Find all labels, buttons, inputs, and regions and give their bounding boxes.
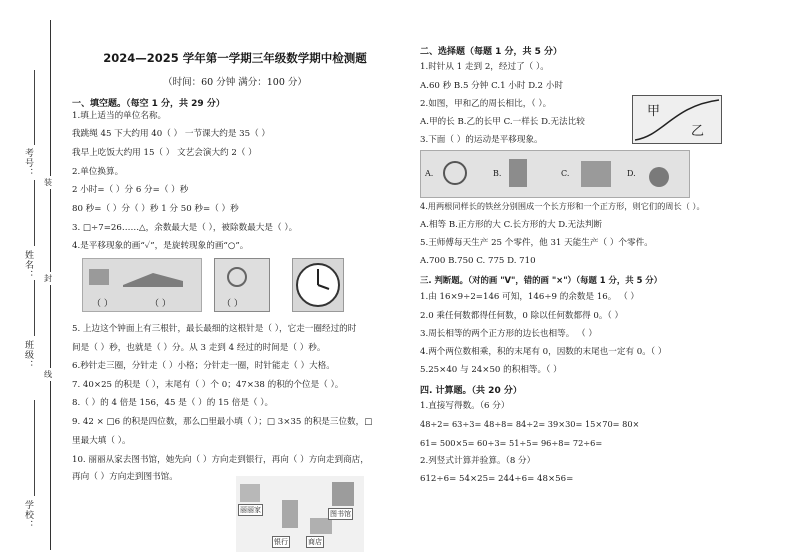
q5-line-a: 5. 上边这个钟面上有三根针，最长最细的这根针是（ ），它走一圈经过的时 bbox=[72, 324, 357, 334]
seesaw-icon bbox=[89, 269, 109, 285]
route-map bbox=[236, 476, 364, 552]
mc3-photo-strip bbox=[420, 150, 690, 198]
exam-number-label: 考号： bbox=[23, 148, 33, 178]
q6-text: 6.秒针走三圈，分针走（ ）小格；分针走一圈，时针能走（ ）大格。 bbox=[72, 361, 335, 371]
wheel-icon bbox=[228, 268, 246, 286]
mc5-options: A.700 B.750 C. 775 D. 710 bbox=[420, 256, 536, 266]
q3-text: 3. □÷7=26……△，余数最大是（ ），被除数最大是（ ）。 bbox=[72, 223, 298, 233]
q2-text: 2.单位换算。 bbox=[72, 167, 124, 177]
calc-1-text: 1.直接写得数。（6 分） bbox=[420, 401, 510, 411]
judge-4: 4.两个两位数相乘，积的末尾有 0，因数的末尾也一定有 0。（ ） bbox=[420, 347, 667, 357]
judge-5: 5.25×40 与 24×50 的积相等。（ ） bbox=[420, 365, 562, 375]
section4-heading: 四. 计算题。（共 20 分） bbox=[420, 386, 522, 396]
school-label: 学校： bbox=[23, 500, 33, 530]
calc-2-text: 2.列竖式计算并验算。（8 分） bbox=[420, 456, 536, 466]
clock-photo-art bbox=[293, 259, 343, 311]
label-yi: 乙 bbox=[691, 124, 705, 139]
mc3-photo-art bbox=[421, 151, 689, 197]
section2-heading: 二、选择题（每题 1 分，共 5 分） bbox=[420, 47, 563, 57]
mc1-text: 1.时针从 1 走到 2，经过了（ ）。 bbox=[420, 62, 549, 72]
mc3-text: 3.下面（ ）的运动是平移现象。 bbox=[420, 135, 543, 145]
q1-line-b: 我早上吃饭大约用 15（ ） 文艺会演大约 2（ ） bbox=[72, 148, 257, 158]
exam-subtitle: （时间：60 分钟 满分：100 分） bbox=[163, 77, 307, 88]
pinwheel-icon bbox=[444, 162, 466, 184]
house-icon bbox=[240, 484, 260, 502]
calc-1-row-b: 61= 500×5= 60÷3= 51÷5= 96÷8= 72÷6= bbox=[420, 438, 603, 448]
photo-answer-2[interactable]: （ ） bbox=[150, 299, 171, 309]
mc4-options: A.相等 B.正方形的大 C.长方形的大 D.无法判断 bbox=[420, 220, 602, 230]
photo-answer-3[interactable]: （ ） bbox=[222, 299, 243, 309]
label-jia: 甲 bbox=[647, 104, 661, 119]
name-label: 姓名： bbox=[23, 250, 33, 280]
photo-answer-1[interactable]: （ ） bbox=[92, 299, 113, 309]
q5-line-b: 间是（ ）秒，也就是（ ）分。从 3 走到 4 经过的时间是（ ）秒。 bbox=[72, 343, 326, 353]
q7-text: 7. 40×25 的积是（ ），末尾有（ ）个 0；47×38 的积的个位是（ ）。 bbox=[72, 380, 344, 390]
shop-icon bbox=[310, 518, 332, 534]
abacus-icon bbox=[581, 161, 611, 187]
judge-1: 1.由 16×9÷2=146 可知，146÷9 的余数是 16。 （ ） bbox=[420, 292, 640, 302]
train-icon bbox=[123, 273, 183, 287]
seal-char-feng: 封 bbox=[44, 274, 52, 283]
name-blank[interactable] bbox=[34, 180, 35, 246]
q9-line-a: 9. 42 × □6 的积是四位数，那么□里最小填（ ）；□ 3×35 的积是三位数，□ bbox=[72, 417, 373, 427]
q1-line-a: 我跳绳 45 下大约用 40（ ） 一节课大约是 35（ ） bbox=[72, 129, 271, 139]
q8-text: 8.（ ）的 4 倍是 156，45 是（ ）的 15 倍是（ ）。 bbox=[72, 398, 274, 408]
map-label-library: 图书馆 bbox=[330, 510, 351, 518]
mc1-options: A.60 秒 B.5 分钟 C.1 小时 D.2 小时 bbox=[420, 81, 563, 91]
mc3-option-c[interactable]: C. bbox=[561, 169, 570, 178]
slide-icon bbox=[509, 159, 527, 187]
judge-3: 3.周长相等的两个正方形的边长也相等。 （ ） bbox=[420, 329, 597, 339]
q9-line-b: 里最大填（ ）。 bbox=[72, 436, 131, 446]
binding-line bbox=[50, 20, 51, 550]
q4-text: 4.是平移现象的画“✓”，是旋转现象的画“○”。 bbox=[72, 241, 249, 251]
binding-margin bbox=[0, 0, 60, 560]
faucet-icon bbox=[649, 167, 669, 187]
section1-heading: 一、填空题。（每空 1 分，共 29 分） bbox=[72, 99, 225, 109]
bank-icon bbox=[282, 500, 298, 528]
clock-photo bbox=[292, 258, 344, 312]
class-blank[interactable] bbox=[34, 280, 35, 336]
mc2-options: A.甲的长 B.乙的长甲 C.一样长 D.无法比较 bbox=[420, 117, 585, 127]
section3-heading: 三. 判断题。（对的画 "V"，错的画 "×"）（每题 1 分，共 5 分） bbox=[420, 275, 663, 285]
map-label-home: 丽丽家 bbox=[240, 506, 261, 514]
q10-line-a: 10. 丽丽从家去图书馆，她先向（ ）方向走到银行，再向（ ）方向走到商店， bbox=[72, 455, 369, 465]
seal-char-xian: 线 bbox=[44, 370, 52, 379]
mc4-text: 4.用两根同样长的铁丝分别围成一个长方形和一个正方形，则它们的周长（ ）。 bbox=[420, 201, 705, 211]
mc3-option-d[interactable]: D. bbox=[627, 169, 636, 178]
q2-line-a: 2 小时=（ ）分 6 分=（ ）秒 bbox=[72, 185, 189, 195]
mc2-text: 2.如图，甲和乙的周长相比，（ ）。 bbox=[420, 99, 552, 109]
map-label-bank: 银行 bbox=[274, 538, 288, 546]
class-label: 班级： bbox=[23, 340, 33, 370]
mc5-text: 5.王师傅每天生产 25 个零件，他 31 天能生产（ ）个零件。 bbox=[420, 238, 653, 248]
judge-2: 2.0 乘任何数都得任何数，0 除以任何数都得 0。（ ） bbox=[420, 311, 624, 321]
exam-number-blank[interactable] bbox=[34, 70, 35, 145]
seal-char-zhuang: 装 bbox=[44, 178, 52, 187]
exam-title: 2024—2025 学年第一学期三年级数学期中检测题 bbox=[103, 51, 367, 65]
calc-2-row: 612÷6= 54×25= 244÷6= 48×56= bbox=[420, 474, 574, 484]
mc3-option-a[interactable]: A. bbox=[425, 169, 434, 178]
school-blank[interactable] bbox=[34, 400, 35, 496]
map-label-shop: 商店 bbox=[308, 538, 322, 546]
mc3-option-b[interactable]: B. bbox=[493, 169, 502, 178]
q1-text: 1.填上适当的单位名称。 bbox=[72, 111, 167, 121]
q2-line-b: 80 秒=（ ）分（ ）秒 1 分 50 秒=（ ）秒 bbox=[72, 204, 239, 214]
q10-line-b: 再向（ ）方向走到图书馆。 bbox=[72, 472, 178, 482]
library-icon bbox=[332, 482, 354, 506]
jia-yi-figure bbox=[632, 95, 722, 144]
calc-1-row-a: 48÷2= 63÷3= 48÷8= 84÷2= 39×30= 15×70= 80× bbox=[420, 419, 640, 429]
